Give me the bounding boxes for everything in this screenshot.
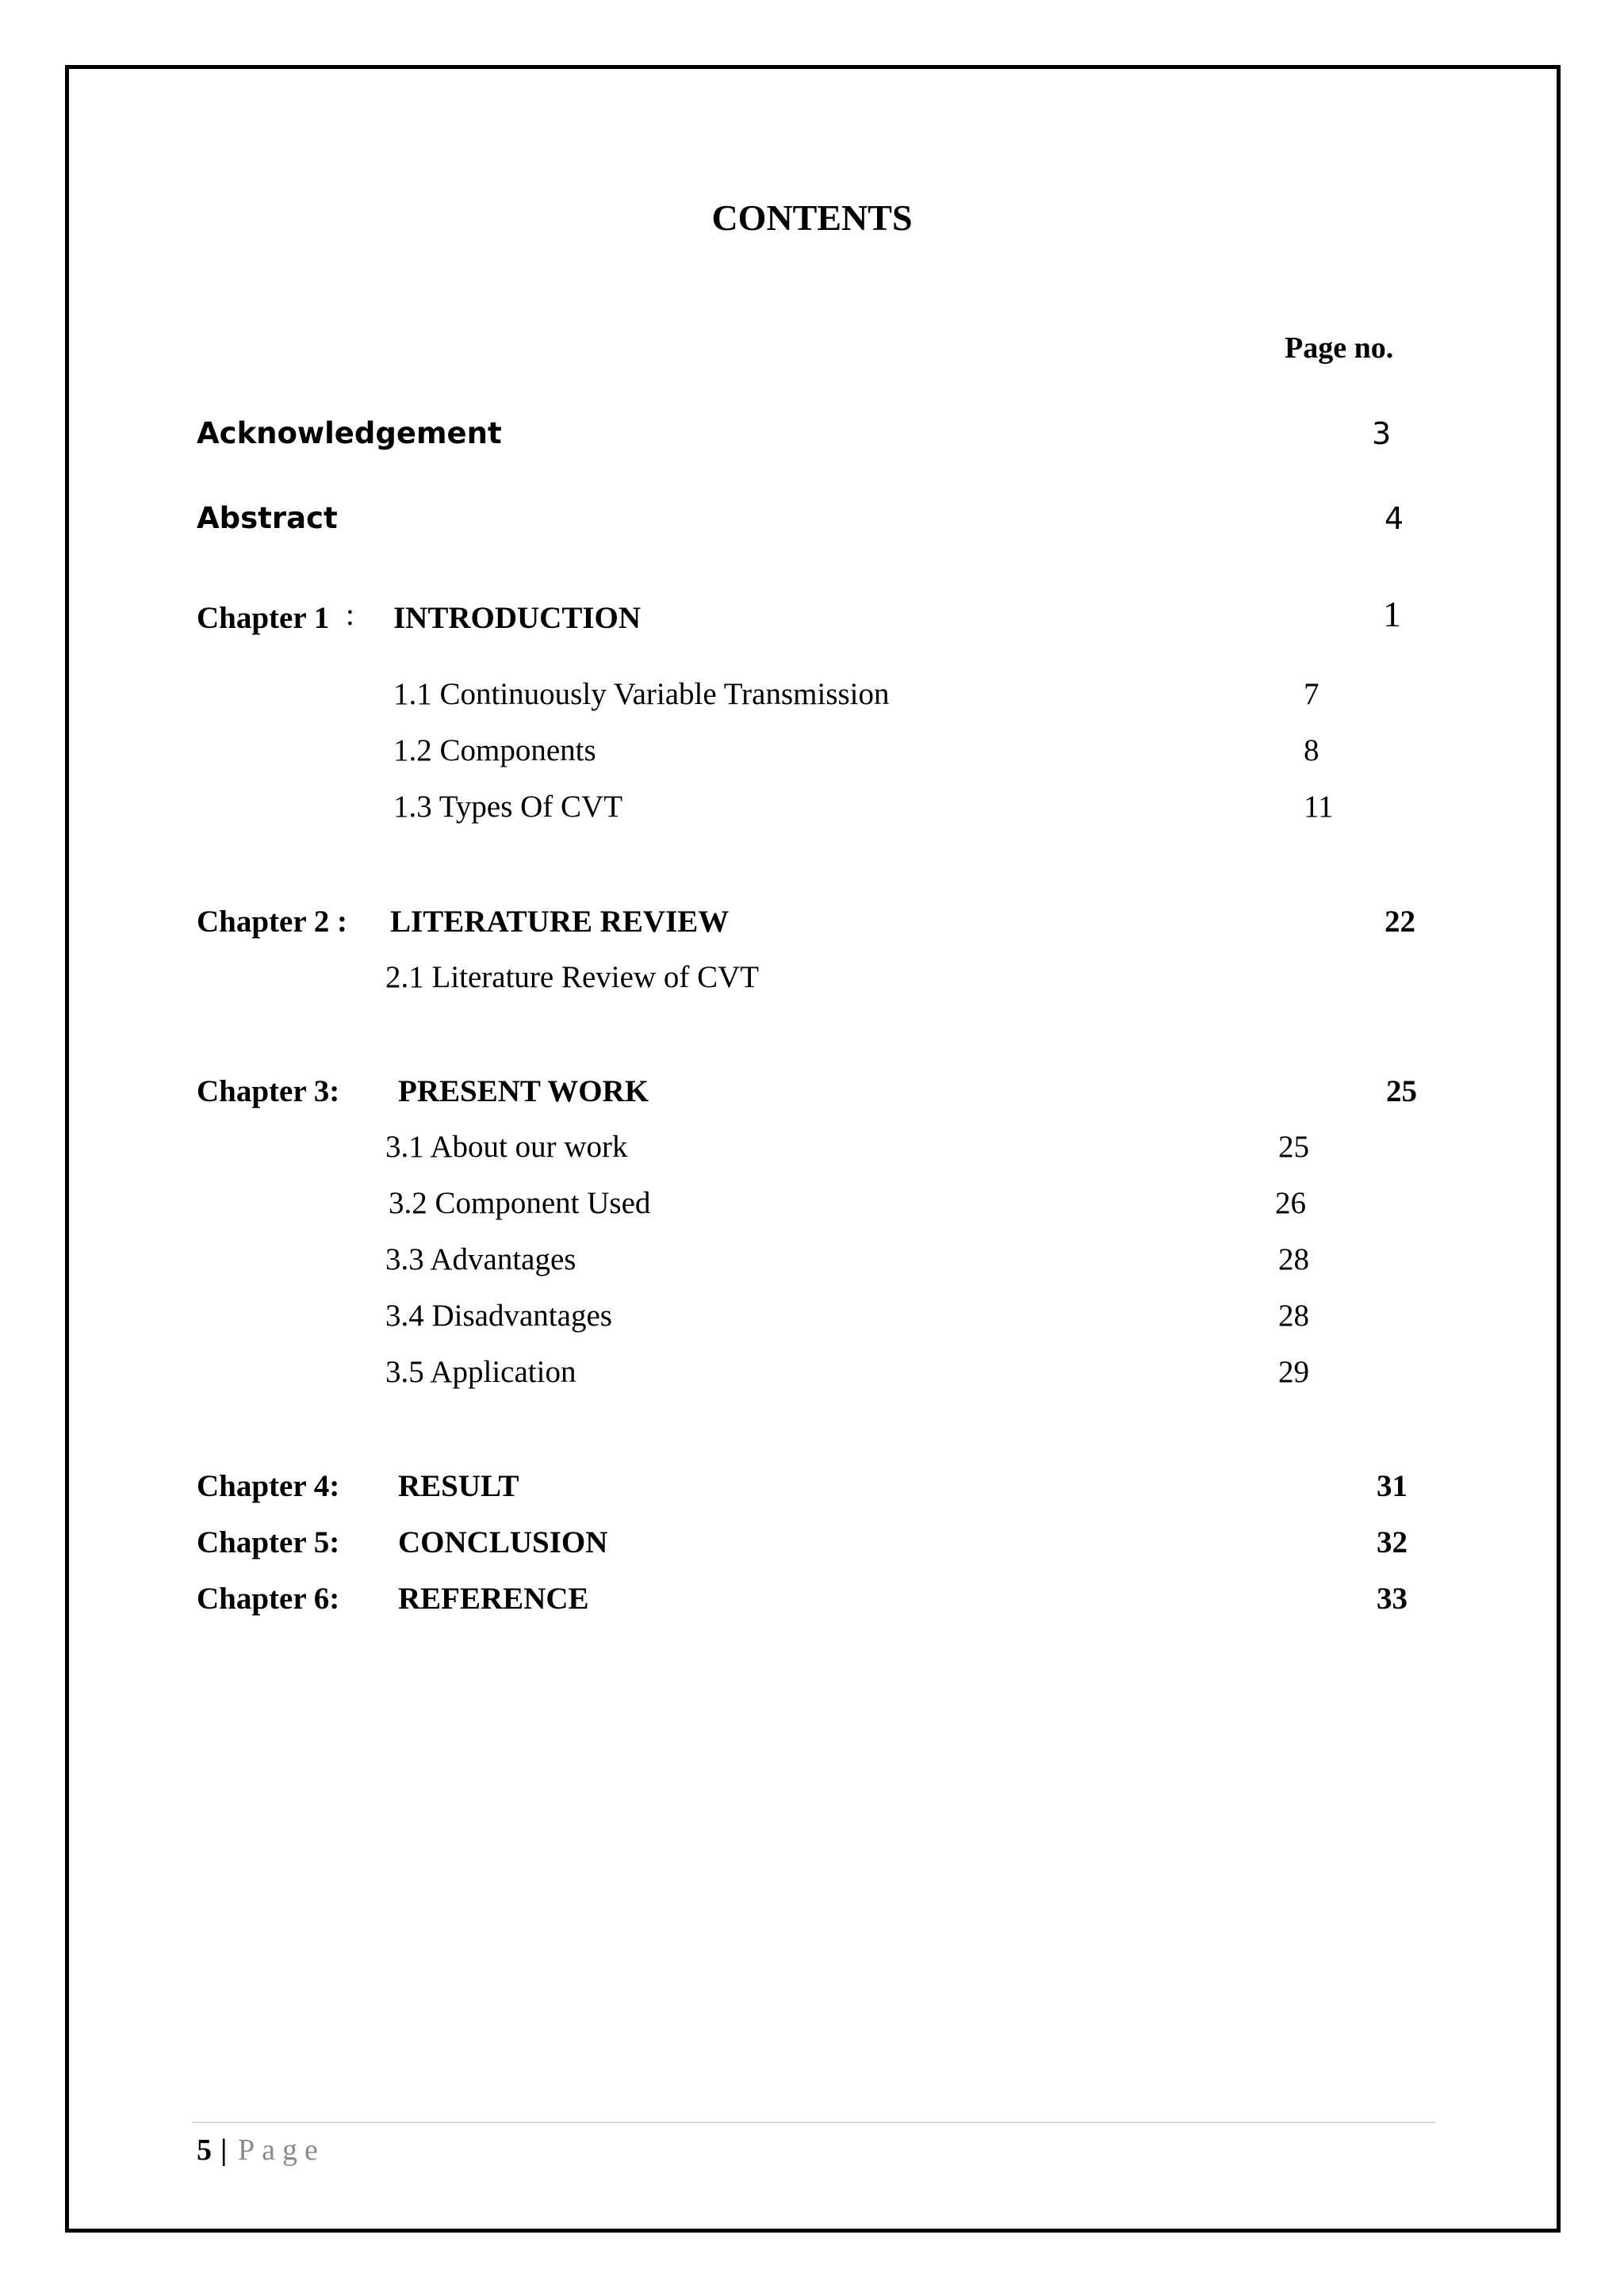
- contents-title: CONTENTS: [711, 197, 913, 238]
- toc-section-1-2[interactable]: 1.2 Components: [393, 733, 596, 767]
- toc-chapter-5-page: 32: [1377, 1525, 1408, 1559]
- toc-section-3-3-page: 28: [1278, 1242, 1309, 1276]
- toc-section-1-1[interactable]: 1.1 Continuously Variable Transmission: [393, 677, 890, 711]
- page-border: [65, 65, 1561, 2233]
- toc-chapter-3-title[interactable]: PRESENT WORK: [398, 1074, 649, 1108]
- toc-chapter-1-page: 1: [1383, 594, 1401, 634]
- toc-page-acknowledgement: 3: [1372, 416, 1392, 451]
- toc-chapter-5-label[interactable]: Chapter 5:: [197, 1525, 340, 1559]
- toc-section-3-5[interactable]: 3.5 Application: [385, 1355, 576, 1389]
- toc-section-3-1-page: 25: [1278, 1130, 1309, 1164]
- toc-chapter-3-label[interactable]: Chapter 3:: [197, 1074, 340, 1108]
- toc-chapter-6-title[interactable]: REFERENCE: [398, 1582, 589, 1616]
- toc-chapter-1-label[interactable]: Chapter 1: [197, 601, 330, 635]
- toc-chapter-3-page: 25: [1386, 1074, 1417, 1108]
- toc-chapter-1-separator: :: [346, 598, 354, 632]
- toc-chapter-6-page: 33: [1377, 1582, 1408, 1616]
- toc-section-2-1[interactable]: 2.1 Literature Review of CVT: [385, 960, 760, 994]
- toc-section-3-2-page: 26: [1275, 1186, 1306, 1220]
- footer-page-number: 5: [197, 2133, 212, 2167]
- toc-entry-abstract[interactable]: Abstract: [197, 501, 338, 535]
- toc-section-3-5-page: 29: [1278, 1355, 1309, 1389]
- toc-chapter-2-title[interactable]: LITERATURE REVIEW: [390, 905, 730, 939]
- toc-section-1-3[interactable]: 1.3 Types Of CVT: [393, 790, 623, 824]
- footer-page-word: Page: [238, 2133, 325, 2167]
- toc-section-3-4[interactable]: 3.4 Disadvantages: [385, 1299, 612, 1333]
- toc-chapter-4-title[interactable]: RESULT: [398, 1469, 519, 1503]
- toc-page-abstract: 4: [1385, 501, 1404, 536]
- toc-entry-acknowledgement[interactable]: Acknowledgement: [197, 416, 502, 450]
- toc-chapter-2-label[interactable]: Chapter 2 :: [197, 905, 347, 939]
- page-no-header: Page no.: [1285, 331, 1394, 365]
- toc-chapter-4-label[interactable]: Chapter 4:: [197, 1469, 340, 1503]
- toc-chapter-1-title[interactable]: INTRODUCTION: [393, 601, 642, 635]
- toc-chapter-4-page: 31: [1377, 1469, 1408, 1503]
- toc-chapter-5-title[interactable]: CONCLUSION: [398, 1525, 608, 1559]
- footer-divider: [192, 2122, 1435, 2123]
- footer-separator: |: [220, 2133, 228, 2167]
- toc-section-3-1[interactable]: 3.1 About our work: [385, 1130, 628, 1164]
- toc-chapter-2-page: 22: [1385, 905, 1415, 939]
- toc-chapter-6-label[interactable]: Chapter 6:: [197, 1582, 340, 1616]
- toc-section-1-3-page: 11: [1304, 790, 1334, 824]
- toc-section-3-4-page: 28: [1278, 1299, 1309, 1333]
- toc-section-3-3[interactable]: 3.3 Advantages: [385, 1242, 576, 1276]
- toc-section-3-2[interactable]: 3.2 Component Used: [389, 1186, 651, 1220]
- toc-section-1-1-page: 7: [1304, 677, 1320, 711]
- toc-section-1-2-page: 8: [1304, 733, 1320, 767]
